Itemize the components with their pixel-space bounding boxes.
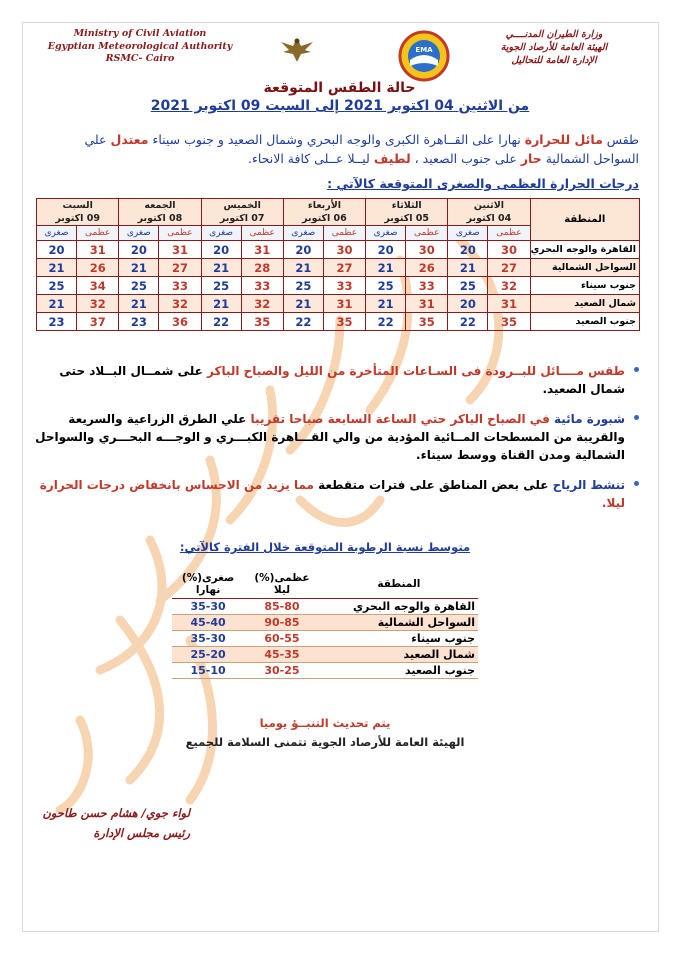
update-note: يتم تحديث التنبــؤ يوميا [259,716,391,730]
min-temp: 21 [119,295,159,313]
summary-text: على جنوب الصعيد ، [410,151,521,166]
signature-title: رئيس مجلس الإدارة [93,826,190,840]
max-temp: 27 [323,259,365,277]
region-name: شمال الصعيد [320,647,478,663]
forecast-period: من الاثنين 04 اكتوبر 2021 إلى السبت 09 اكتوبر 2021 [150,98,530,114]
max-temp: 27 [159,259,201,277]
region-name: السواحل الشمالية [320,615,478,631]
note-highlight: طقس مــــائل للبــرودة [485,364,625,378]
table-row [172,631,478,647]
page-title: حالة الطقس المتوقعة [263,80,416,96]
min-temp: 21 [201,259,241,277]
min-temp: 23 [37,313,77,331]
region-column-header: المنطقة [530,199,639,241]
signature-name: لواء جوي/ هشام حسن طاحون [42,806,190,820]
min-label: صغرى [201,226,241,241]
max-temp: 32 [241,295,283,313]
min-temp: 21 [283,259,323,277]
humidity-max-header [244,570,320,599]
day-date: 08 اكتوبر [137,213,183,224]
min-temp: 21 [37,259,77,277]
day-name: السبت [62,200,93,211]
min-temp: 21 [366,295,406,313]
humidity-min: 45-40 [172,615,244,631]
header-en-line: Ministry of Civil Aviation [73,28,207,39]
max-label: عظمى [241,226,283,241]
day-name: الخميس [223,200,261,211]
header-ar-line: الهيئة العامة للأرصاد الجوية [500,42,608,53]
max-temp: 35 [406,313,448,331]
max-temp: 30 [488,241,530,259]
region-name: القاهرة والوجه البحري [530,241,639,259]
day-date: 07 اكتوبر [219,213,265,224]
max-temp: 28 [241,259,283,277]
note-highlight: تنشط الرياح [552,478,625,492]
forecast-notes [34,362,639,524]
max-temp: 34 [77,277,119,295]
max-temp: 36 [159,313,201,331]
max-temp: 31 [241,241,283,259]
max-temp: 31 [323,295,365,313]
humidity-max-sub: ليلا [273,584,291,596]
min-temp: 22 [283,313,323,331]
min-temp: 20 [119,241,159,259]
day-header [448,199,530,226]
day-date: 05 اكتوبر [384,213,430,224]
min-temp: 21 [283,295,323,313]
header-ar-line: وزارة الطيران المدنــــي [505,29,603,40]
humidity-table [172,570,478,679]
eagle-emblem-icon [279,34,315,66]
humidity-min: 35-30 [172,631,244,647]
min-temp: 25 [448,277,488,295]
min-temp: 20 [448,295,488,313]
min-label: صغرى [366,226,406,241]
humidity-min-sub: نهارا [195,584,221,596]
max-label: عظمى [488,226,530,241]
humidity-heading: متوسط نسبة الرطوبة المتوقعة خلال الفترة كالآتي: [179,540,471,554]
day-name: الثلاثاء [391,200,422,211]
humidity-max: 45-35 [244,647,320,663]
max-temp: 27 [488,259,530,277]
max-label: عظمى [323,226,365,241]
max-temp: 33 [241,277,283,295]
humidity-max: 30-25 [244,663,320,679]
max-temp: 26 [406,259,448,277]
max-temp: 30 [406,241,448,259]
max-temp: 32 [77,295,119,313]
humidity-max: 90-85 [244,615,320,631]
logo-text: EMA [415,46,433,54]
min-temp: 25 [119,277,159,295]
note-item [34,362,639,398]
humidity-max: 60-55 [244,631,320,647]
humidity-min: 35-30 [172,599,244,615]
table-row [37,277,640,295]
humidity-min-header [172,570,244,599]
humidity-min-label: صغرى(%) [181,572,235,584]
min-label: صغرى [283,226,323,241]
min-temp: 22 [366,313,406,331]
table-row [172,647,478,663]
max-temp: 33 [406,277,448,295]
header-english [40,28,240,66]
max-temp: 26 [77,259,119,277]
note-highlight: شبورة مائية [553,412,625,426]
max-label: عظمى [406,226,448,241]
max-temp: 35 [488,313,530,331]
temperature-table [36,198,640,331]
min-temp: 21 [119,259,159,277]
max-label: عظمى [77,226,119,241]
region-name: جنوب الصعيد [320,663,478,679]
note-text: علي الطرق الزراعية والسريعة والقريبة من المسطحات المــائية المؤدية من والي القـــاهرة الكبـــري و الوجـــه البحـــري والسواحل الشمالية ومدن القناة ووسط سيناء. [35,412,625,462]
bullet-dot-icon [634,415,639,420]
header-arabic [469,28,639,67]
region-name: جنوب الصعيد [530,313,639,331]
summary-highlight: حار [520,151,542,166]
max-temp: 35 [241,313,283,331]
min-temp: 21 [37,295,77,313]
note-text: في الصباح الباكر حتي الساعة السابعة صباحا تقريبا [246,412,554,426]
min-label: صغرى [448,226,488,241]
region-name: شمال الصعيد [530,295,639,313]
day-date: 09 اكتوبر [55,213,100,224]
day-header [119,199,201,226]
header-en-line: Egyptian Meteorological Authority [47,40,233,52]
day-name: الاثنين [473,200,505,211]
region-name: القاهرة والوجه البحري [320,599,478,615]
max-temp: 37 [77,313,119,331]
humidity-max-label: عظمى(%) [254,572,310,584]
summary-text: علي السواحل الشمالية [84,132,639,166]
note-item [34,476,639,512]
note-text: مما يزيد من الاحساس بانخفاض درجات الحرارة ليلا. [39,478,625,510]
min-temp: 20 [37,241,77,259]
min-temp: 20 [201,241,241,259]
min-temp: 22 [448,313,488,331]
max-temp: 31 [77,241,119,259]
day-header [366,199,448,226]
min-temp: 25 [201,277,241,295]
max-temp: 32 [488,277,530,295]
region-column-header: المنطقة [320,570,478,599]
day-header [201,199,283,226]
table-row [172,663,478,679]
weather-summary [39,130,639,168]
max-temp: 33 [159,277,201,295]
min-label: صغرى [119,226,159,241]
bullet-dot-icon [634,367,639,372]
header-en-line: RSMC- Cairo [105,53,175,64]
day-name: الجمعه [144,200,176,211]
min-temp: 20 [283,241,323,259]
min-label: صغرى [37,226,77,241]
note-text: فى السـاعات المتأخرة من الليل والصباح الباكر [202,364,486,378]
day-name: الأربعاء [307,200,342,211]
min-temp: 23 [119,313,159,331]
max-temp: 30 [323,241,365,259]
day-header [37,199,119,226]
min-temp: 25 [283,277,323,295]
max-temp: 31 [488,295,530,313]
min-temp: 21 [448,259,488,277]
max-temp: 31 [406,295,448,313]
note-text: على شمــال البــلاد حتى شمال الصعيد. [59,364,625,396]
max-temp: 35 [323,313,365,331]
humidity-min: 25-20 [172,647,244,663]
summary-highlight: لطيف [373,151,411,166]
ema-logo-icon [398,30,450,82]
bullet-dot-icon [634,481,639,486]
min-temp: 21 [366,259,406,277]
table-row [37,313,640,331]
note-text: على بعض المناطق على فترات متقطعة [313,478,553,492]
day-date: 06 اكتوبر [302,213,347,224]
closing-greeting: الهيئة العامة للأرصاد الجوية تتمنى السلامة للجميع [185,735,465,749]
table-row [37,259,640,277]
region-name: السواحل الشمالية [530,259,639,277]
max-label: عظمى [159,226,201,241]
max-temp: 33 [323,277,365,295]
min-temp: 21 [201,295,241,313]
region-name: جنوب سيناء [320,631,478,647]
summary-highlight: معتدل [110,132,149,147]
note-item [34,410,639,464]
day-date: 04 اكتوبر [466,213,512,224]
day-header [283,199,365,226]
min-temp: 20 [366,241,406,259]
min-temp: 20 [448,241,488,259]
summary-text: نهارا على القــاهرة الكبرى والوجه البحري وشمال الصعيد و جنوب سيناء [148,132,525,147]
header-ar-line: الإدارة العامة للتحاليل [511,55,597,66]
temperature-heading: درجات الحرارة العظمى والصغرى المتوقعة كالآتي : [327,176,639,191]
max-temp: 31 [159,241,201,259]
min-temp: 25 [366,277,406,295]
min-temp: 22 [201,313,241,331]
summary-text: ليــلا عــلى كافة الانحاء. [247,151,374,166]
table-row [37,241,640,259]
humidity-min: 15-10 [172,663,244,679]
min-temp: 25 [37,277,77,295]
table-row [172,599,478,615]
summary-text: طقس [602,132,639,147]
region-name: جنوب سيناء [530,277,639,295]
table-row [172,615,478,631]
summary-highlight: مائل للحرارة [524,132,603,147]
humidity-max: 85-80 [244,599,320,615]
max-temp: 32 [159,295,201,313]
table-row [37,295,640,313]
